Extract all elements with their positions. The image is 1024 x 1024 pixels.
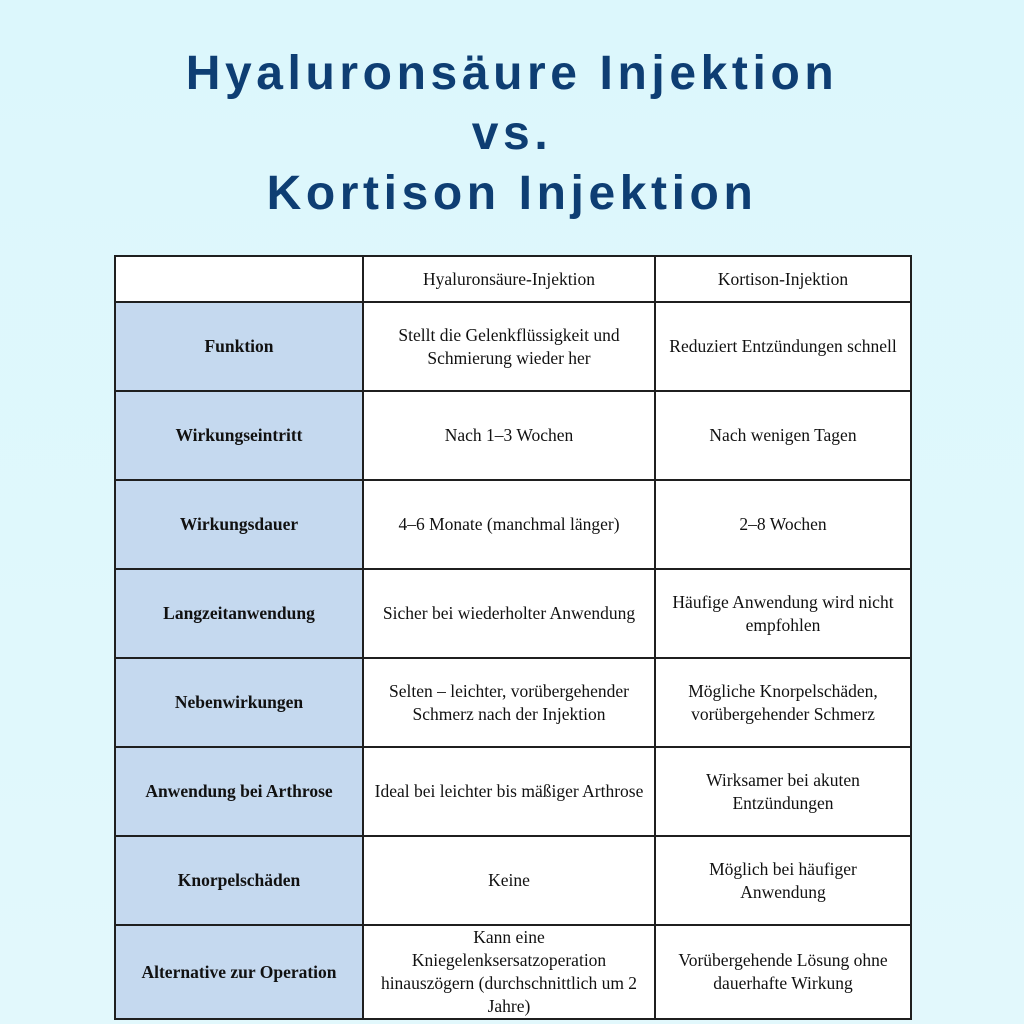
cell-hyaluron: Nach 1–3 Wochen <box>363 391 655 480</box>
row-label: Wirkungsdauer <box>115 480 363 569</box>
row-label: Alternative zur Operation <box>115 925 363 1019</box>
cell-hyaluron: 4–6 Monate (manchmal länger) <box>363 480 655 569</box>
table-header-row <box>115 256 911 302</box>
table-row <box>115 925 911 1019</box>
title-line-2: vs. <box>471 107 553 160</box>
title-line-3: Kortison Injektion <box>266 167 758 220</box>
cell-kortison: Möglich bei häufiger Anwendung <box>655 836 911 925</box>
table-row <box>115 302 911 391</box>
cell-hyaluron: Selten – leichter, vorübergehender Schmerz nach der Injektion <box>363 658 655 747</box>
table-row <box>115 391 911 480</box>
cell-hyaluron: Kann eine Kniegelenksersatzoperation hinauszögern (durchschnittlich um 2 Jahre) <box>363 925 655 1019</box>
row-label: Funktion <box>115 302 363 391</box>
row-label: Anwendung bei Arthrose <box>115 747 363 836</box>
cell-hyaluron: Ideal bei leichter bis mäßiger Arthrose <box>363 747 655 836</box>
cell-hyaluron: Keine <box>363 836 655 925</box>
header-hyaluron: Hyaluronsäure-Injektion <box>363 256 655 302</box>
header-kortison: Kortison-Injektion <box>655 256 911 302</box>
cell-hyaluron: Stellt die Gelenkflüssigkeit und Schmierung wieder her <box>363 302 655 391</box>
table-row <box>115 747 911 836</box>
row-label: Wirkungseintritt <box>115 391 363 480</box>
table-row <box>115 480 911 569</box>
table-row <box>115 569 911 658</box>
table-row <box>115 658 911 747</box>
header-empty <box>115 256 363 302</box>
cell-kortison: Reduziert Entzündungen schnell <box>655 302 911 391</box>
page-title <box>0 44 1024 224</box>
title-line-1: Hyaluronsäure Injektion <box>185 47 839 100</box>
cell-kortison: Vorübergehende Lösung ohne dauerhafte Wirkung <box>655 925 911 1019</box>
comparison-table <box>114 255 912 1020</box>
cell-kortison: 2–8 Wochen <box>655 480 911 569</box>
row-label: Langzeitanwendung <box>115 569 363 658</box>
cell-kortison: Wirksamer bei akuten Entzündungen <box>655 747 911 836</box>
row-label: Nebenwirkungen <box>115 658 363 747</box>
table-row <box>115 836 911 925</box>
cell-kortison: Häufige Anwendung wird nicht empfohlen <box>655 569 911 658</box>
row-label: Knorpelschäden <box>115 836 363 925</box>
cell-kortison: Mögliche Knorpelschäden, vorübergehender Schmerz <box>655 658 911 747</box>
cell-hyaluron: Sicher bei wiederholter Anwendung <box>363 569 655 658</box>
cell-kortison: Nach wenigen Tagen <box>655 391 911 480</box>
